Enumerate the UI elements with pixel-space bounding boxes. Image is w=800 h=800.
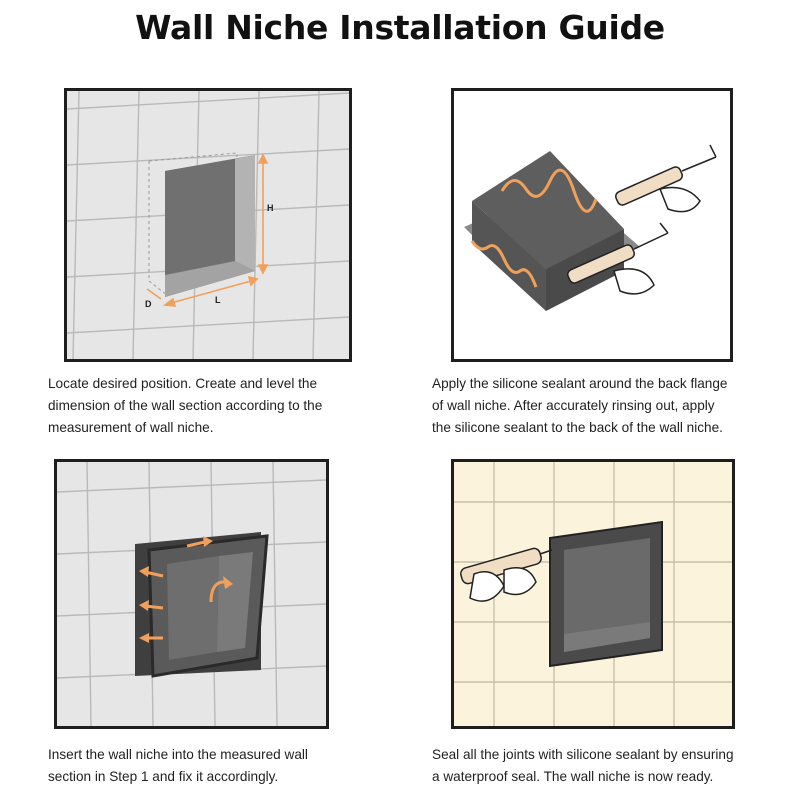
depth-label: D [145, 299, 152, 309]
step-4-caption [432, 744, 762, 788]
caption-line: Locate desired position. Create and level the [48, 376, 318, 391]
step-3-illustration [54, 459, 329, 729]
step-3-drawing [57, 462, 326, 726]
caption-line: Insert the wall niche into the measured wall [48, 747, 308, 762]
step-2-caption [432, 373, 762, 439]
step-4-drawing [454, 462, 732, 726]
step-3-caption [48, 744, 368, 788]
step-1-caption [48, 373, 368, 439]
caption-line: section in Step 1 and fix it accordingly. [48, 769, 279, 784]
caption-line: measurement of wall niche. [48, 420, 214, 435]
step-1-drawing [67, 91, 349, 359]
height-label: H [267, 203, 274, 213]
step-4-illustration [451, 459, 735, 729]
caption-line: of wall niche. After accurately rinsing out, apply [432, 398, 715, 413]
caption-line: Apply the silicone sealant around the back flange [432, 376, 728, 391]
caption-line: the silicone sealant to the back of the wall niche. [432, 420, 723, 435]
length-label: L [215, 295, 221, 305]
step-2-illustration [451, 88, 733, 362]
caption-line: dimension of the wall section according to the [48, 398, 323, 413]
step-1-illustration [64, 88, 352, 362]
caption-line: a waterproof seal. The wall niche is now ready. [432, 769, 714, 784]
caption-line: Seal all the joints with silicone sealant by ensuring [432, 747, 734, 762]
step-2-drawing [454, 91, 730, 359]
page-title: Wall Niche Installation Guide [135, 8, 665, 47]
